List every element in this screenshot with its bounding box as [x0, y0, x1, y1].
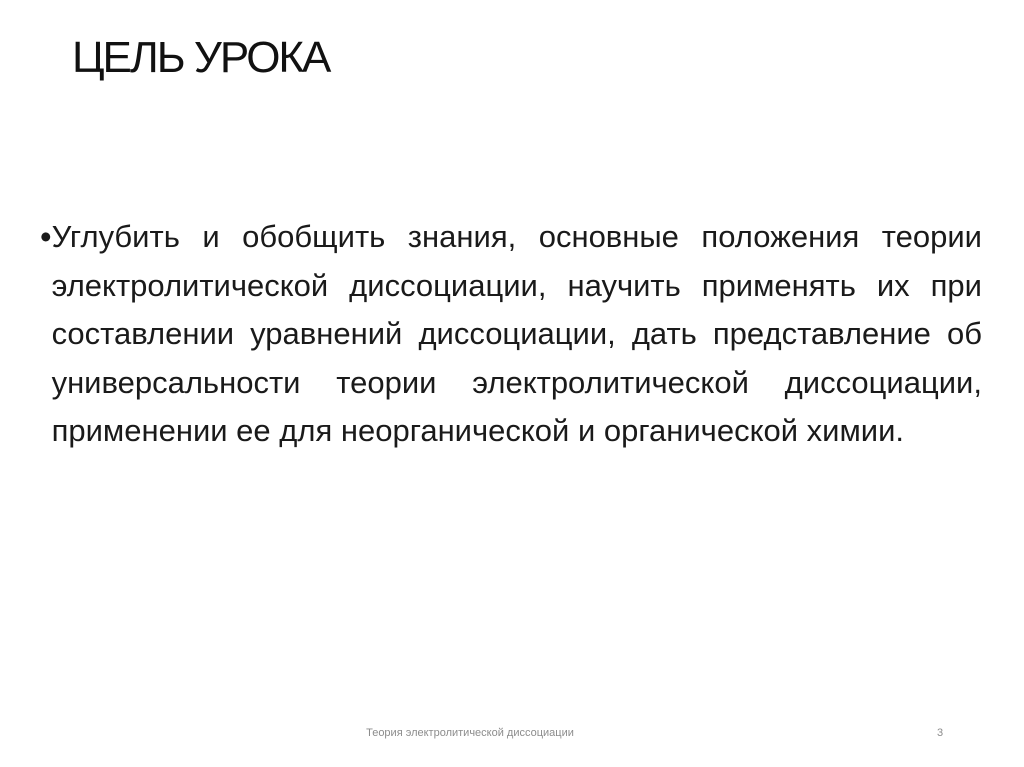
bullet-item — [40, 213, 982, 456]
footer-topic: Теория электролитической диссоциации — [366, 727, 574, 739]
slide-number: 3 — [936, 727, 944, 739]
slide-title: ЦЕЛЬ УРОКА — [72, 33, 330, 82]
bullet-text: Углубить и обобщить знания, основные положения теории электролитической диссоциации, научить применять их при составлении уравнений диссоциации, дать представление об универсальности теории электролитической диссоциации, применении ее для неорганической и органической химии. — [51, 219, 982, 448]
bullet-marker: • — [40, 218, 52, 255]
